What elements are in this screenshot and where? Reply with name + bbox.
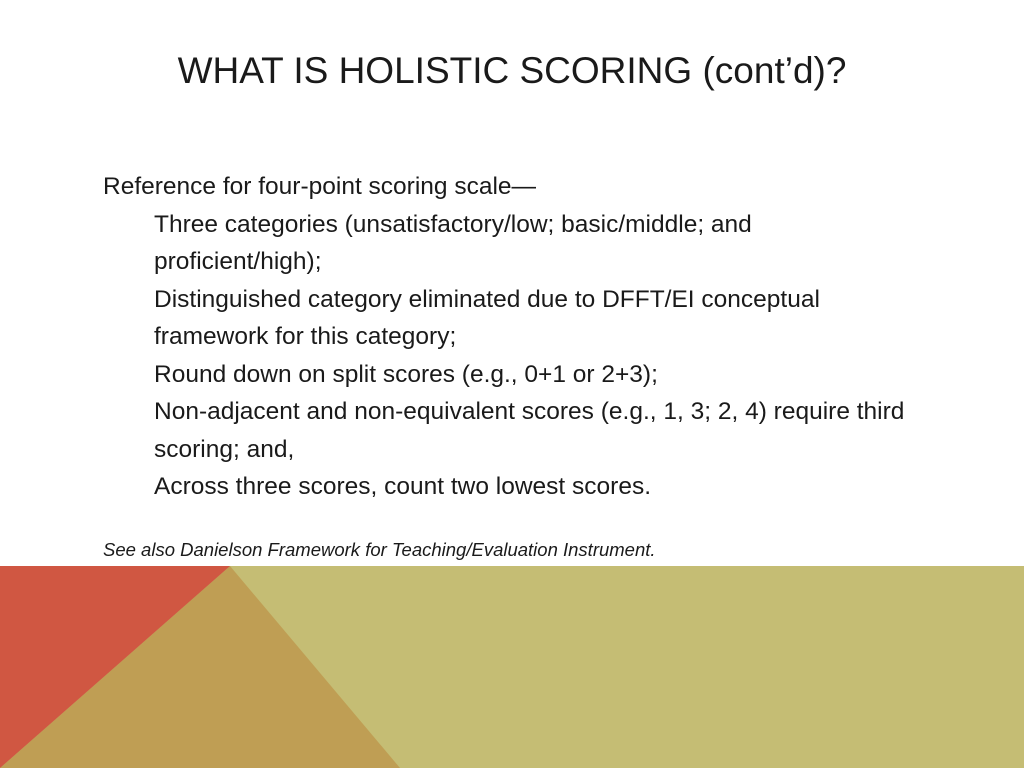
list-item: Non-adjacent and non-equivalent scores (e.g., 1, 3; 2, 4) require third scoring; and, xyxy=(154,398,905,463)
list-item: Distinguished category eliminated due to DFFT/EI conceptual framework for this category; xyxy=(154,285,820,350)
lead-text: Reference for four-point scoring scale— xyxy=(103,173,537,200)
footnote: See also Danielson Framework for Teaching/Evaluation Instrument. xyxy=(103,539,656,560)
list-item: Round down on split scores (e.g., 0+1 or 2+3); xyxy=(154,360,658,388)
list-item: Across three scores, count two lowest scores. xyxy=(154,473,651,500)
slide-body xyxy=(103,168,923,506)
list-item: Three categories (unsatisfactory/low; basic/middle; and proficient/high); xyxy=(154,210,752,275)
slide-title: WHAT IS HOLISTIC SCORING (cont’d)? xyxy=(177,50,847,91)
decorative-band xyxy=(0,566,1024,768)
